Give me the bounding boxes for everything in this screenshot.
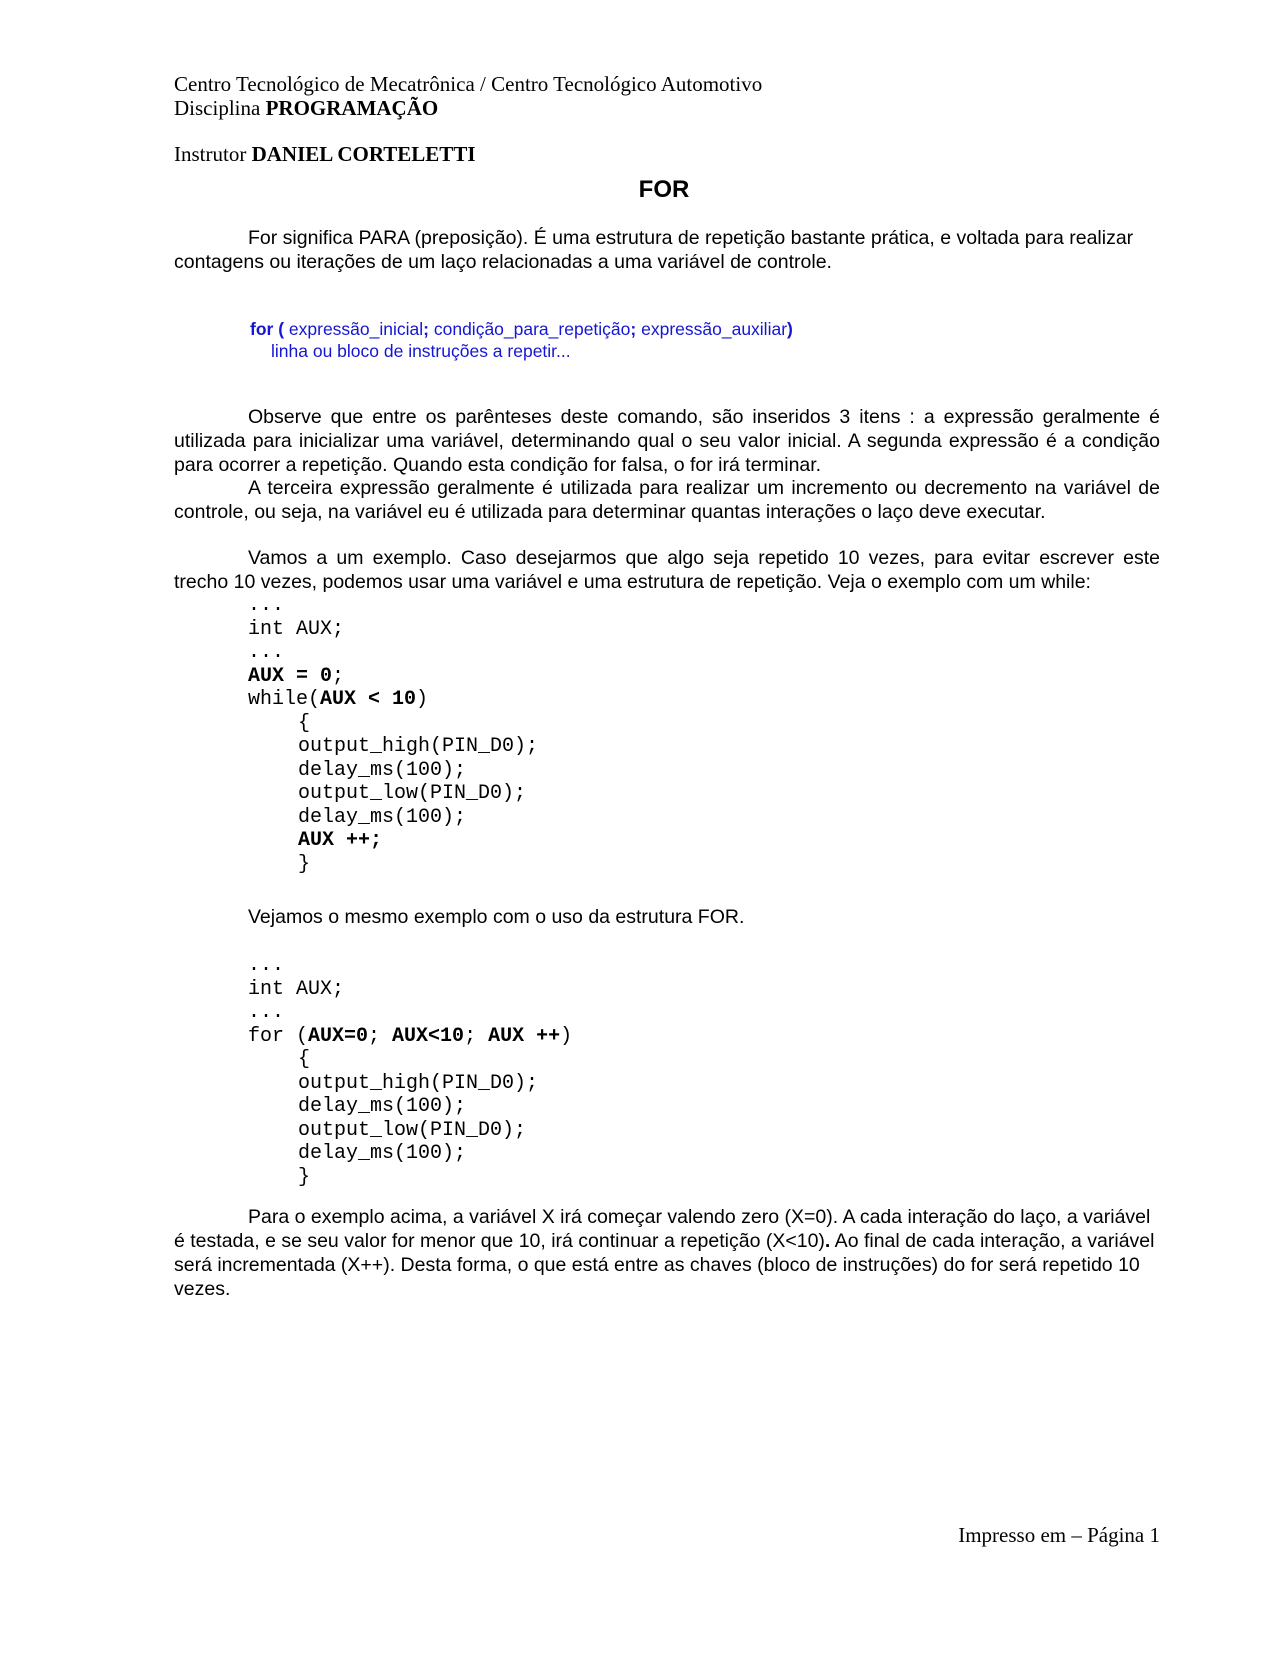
code-line: ...: [248, 954, 285, 977]
page-header: [174, 72, 762, 120]
code-line: output_low(PIN_D0);: [298, 1118, 527, 1142]
syntax-expr-auxiliar: expressão_auxiliar: [641, 319, 788, 339]
final-text-a: Para o exemplo acima, a variável X irá começar valendo zero (X=0). A cada interação do laço, a variável é testada, e se seu valor for menor que 10, irá continuar a repetição (X<10): [174, 1206, 1151, 1252]
for-syntax-block: [250, 318, 793, 362]
code-line: delay_ms(100);: [298, 758, 467, 782]
syntax-line-1: [250, 318, 793, 340]
code-line: ...: [248, 1001, 285, 1024]
syntax-for-keyword: for (: [250, 319, 285, 339]
discipline-value: PROGRAMAÇÃO: [265, 96, 439, 120]
header-discipline: [174, 96, 762, 120]
code-line: ...: [248, 594, 285, 617]
for-code-block: [248, 954, 572, 1189]
instructor-label: Instrutor: [174, 142, 247, 166]
code-line: ...: [248, 641, 285, 664]
syntax-condicao: condição_para_repetição: [433, 319, 631, 339]
syntax-separator: ;: [630, 319, 637, 339]
code-text: for (: [248, 1024, 309, 1048]
code-bold: AUX<10: [392, 1024, 465, 1048]
terceira-text: A terceira expressão geralmente é utilizada para realizar um incremento ou decremento na variável de controle, ou seja, na variável eu é utilizada para determinar quantas interações o laço deve executar.: [174, 477, 1160, 523]
exemplo-paragraph: [174, 546, 1160, 594]
vejamos-paragraph: Vejamos o mesmo exemplo com o uso da estrutura FOR.: [248, 906, 745, 928]
code-line: output_high(PIN_D0);: [298, 1071, 539, 1095]
page-title: FOR: [638, 176, 690, 203]
final-text-b: Ao final de cada interação, a variável será incrementada (X++). Desta forma, o que está entre as chaves (bloco de instruções) do for será repetido 10 vezes.: [174, 1230, 1155, 1300]
header-instructor: [174, 142, 476, 167]
syntax-expr-inicial: expressão_inicial: [288, 319, 424, 339]
code-line: delay_ms(100);: [298, 1142, 467, 1165]
header-institution: Centro Tecnológico de Mecatrônica / Centro Tecnológico Automotivo: [174, 72, 763, 96]
terceira-paragraph: [174, 476, 1160, 524]
code-line: output_low(PIN_D0);: [298, 782, 527, 805]
code-text: ): [560, 1024, 573, 1048]
code-line: }: [298, 1165, 311, 1189]
code-line: [248, 1025, 572, 1049]
while-code-block: [248, 594, 538, 876]
discipline-label: Disciplina: [174, 96, 261, 120]
code-text: ): [416, 688, 429, 711]
page-footer: Impresso em – Página 1: [958, 1523, 1160, 1547]
code-text: while(: [248, 688, 321, 711]
code-line: [248, 688, 538, 712]
code-line: int AUX;: [248, 977, 345, 1001]
code-line: }: [298, 852, 311, 876]
instructor-name: DANIEL CORTELETTI: [251, 142, 476, 166]
observe-paragraph: [174, 405, 1160, 477]
intro-text: For significa PARA (preposição). É uma estrutura de repetição bastante prática, e voltada para realizar contagens ou iterações de um laço relacionadas a uma variável de controle.: [174, 227, 1134, 273]
syntax-line-2: linha ou bloco de instruções a repetir...: [271, 341, 571, 361]
final-paragraph: [174, 1205, 1160, 1301]
code-text: ;: [368, 1024, 393, 1048]
code-line: {: [298, 1048, 311, 1071]
observe-text: Observe que entre os parênteses deste comando, são inseridos 3 itens : a expressão geralmente é utilizada para inicializar uma variável, determinando qual o seu valor inicial. A segunda expressão é a condição para ocorrer a repetição. Quando esta condição for falsa, o for irá terminar.: [174, 406, 1160, 476]
code-line: [248, 829, 538, 853]
code-line: [248, 665, 538, 689]
code-bold: AUX=0: [308, 1024, 369, 1048]
code-text: ;: [332, 664, 345, 688]
code-line: int AUX;: [248, 617, 345, 641]
exemplo-text: Vamos a um exemplo. Caso desejarmos que algo seja repetido 10 vezes, para evitar escrever este trecho 10 vezes, podemos usar uma variável e uma estrutura de repetição. Veja o exemplo com um while:: [174, 547, 1160, 593]
final-text-dot: .: [824, 1230, 831, 1252]
code-bold: AUX ++;: [298, 829, 383, 852]
intro-paragraph: [174, 226, 1160, 274]
code-bold: AUX ++: [488, 1024, 561, 1048]
code-text: ;: [464, 1024, 489, 1048]
code-bold: AUX = 0: [248, 664, 333, 688]
code-line: delay_ms(100);: [298, 1095, 467, 1118]
code-line: {: [298, 711, 311, 735]
code-line: output_high(PIN_D0);: [298, 735, 539, 758]
syntax-close-paren: ): [787, 319, 793, 339]
syntax-separator: ;: [423, 319, 429, 339]
code-bold: AUX < 10: [320, 688, 417, 711]
code-line: delay_ms(100);: [298, 805, 467, 829]
